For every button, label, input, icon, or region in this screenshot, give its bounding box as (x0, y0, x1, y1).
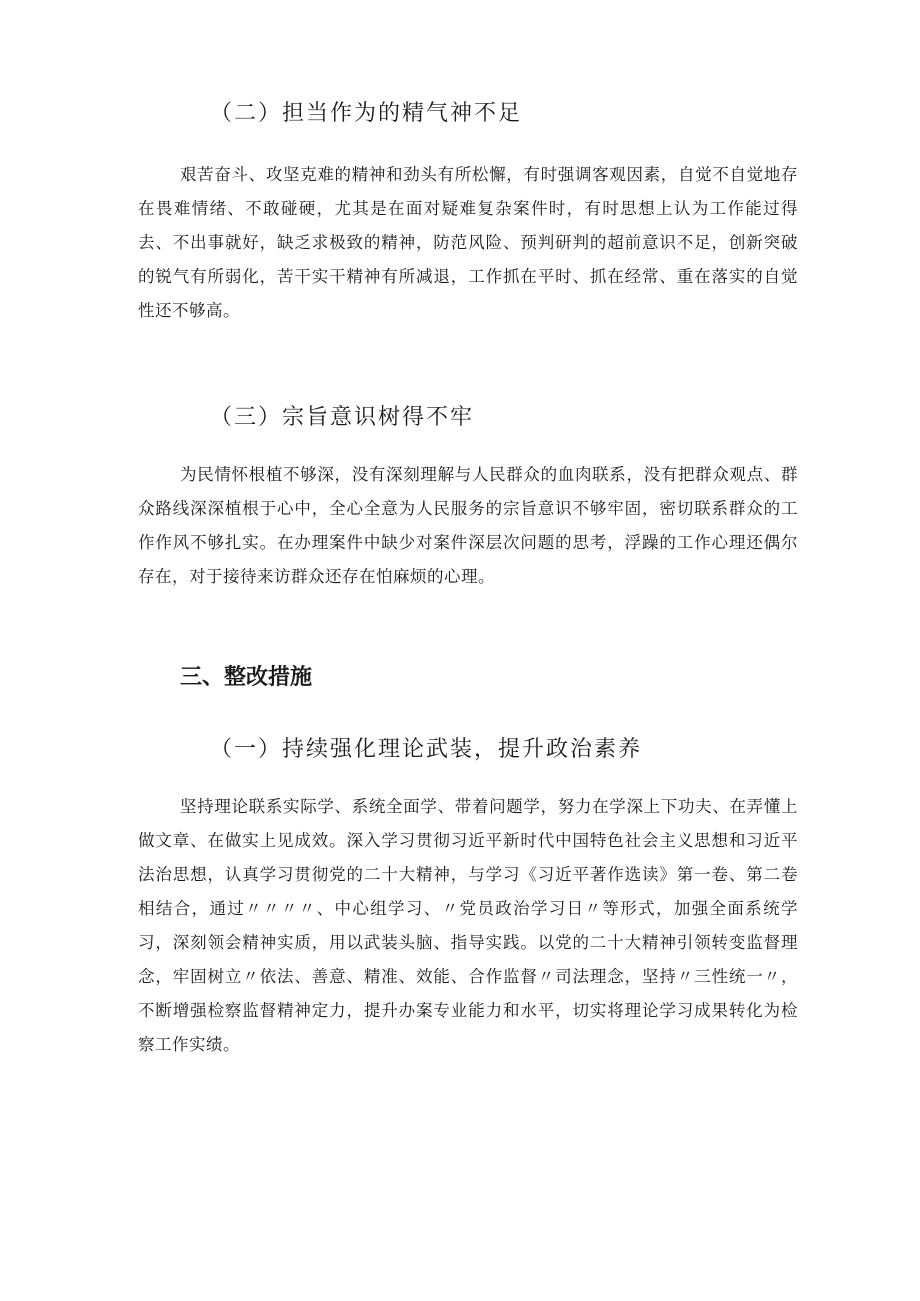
section-2-body: 艰苦奋斗、攻坚克难的精神和劲头有所松懈，有时强调客观因素，自觉不自觉地存在畏难情绪、不敢碰硬，尤其是在面对疑难复杂案件时，有时思想上认为工作能过得去、不出事就好，缺乏求极致的精神，防范风险、预判研判的超前意识不足，创新突破的锐气有所弱化，苦干实干精神有所减退，工作抓在平时、抓在经常、重在落实的自觉性还不够高。 (138, 165, 798, 320)
measure-1-heading: （一）持续强化理论武装，提升政治素养 (210, 737, 643, 762)
measure-1-body: 坚持理论联系实际学、系统全面学、带着问题学，努力在学深上下功夫、在弄懂上做文章、在做实上见成效。深入学习贯彻习近平新时代中国特色社会主义思想和习近平法治思想，认真学习贯彻党的二十大精神，与学习《习近平著作选读》第一卷、第二卷相结合，通过〃〃〃〃、中心组学习、〃党员政治学习日〃等形式，加强全面系统学习，深刻领会精神实质，用以武装头脑、指导实践。以党的二十大精神引领转变监督理念，牢固树立〃依法、善意、精准、效能、合作监督〃司法理念，坚持〃三性统一〃，不断增强检察监督精神定力，提升办案专业能力和水平，切实将理论学习成果转化为检察工作实绩。 (138, 797, 798, 1054)
section-3-heading: （三）宗旨意识树得不牢 (210, 405, 475, 430)
section-3-body: 为民情怀根植不够深，没有深刻理解与人民群众的血肉联系，没有把群众观点、群众路线深深植根于心中，全心全意为人民服务的宗旨意识不够牢固，密切联系群众的工作作风不够扎实。在办理案件中缺少对案件深层次问题的思考，浮躁的工作心理还偶尔存在，对于接待来访群众还存在怕麻烦的心理。 (138, 465, 798, 586)
section-2-heading: （二）担当作为的精气神不足 (210, 101, 523, 126)
part-3-heading: 三、整改措施 (180, 665, 313, 690)
